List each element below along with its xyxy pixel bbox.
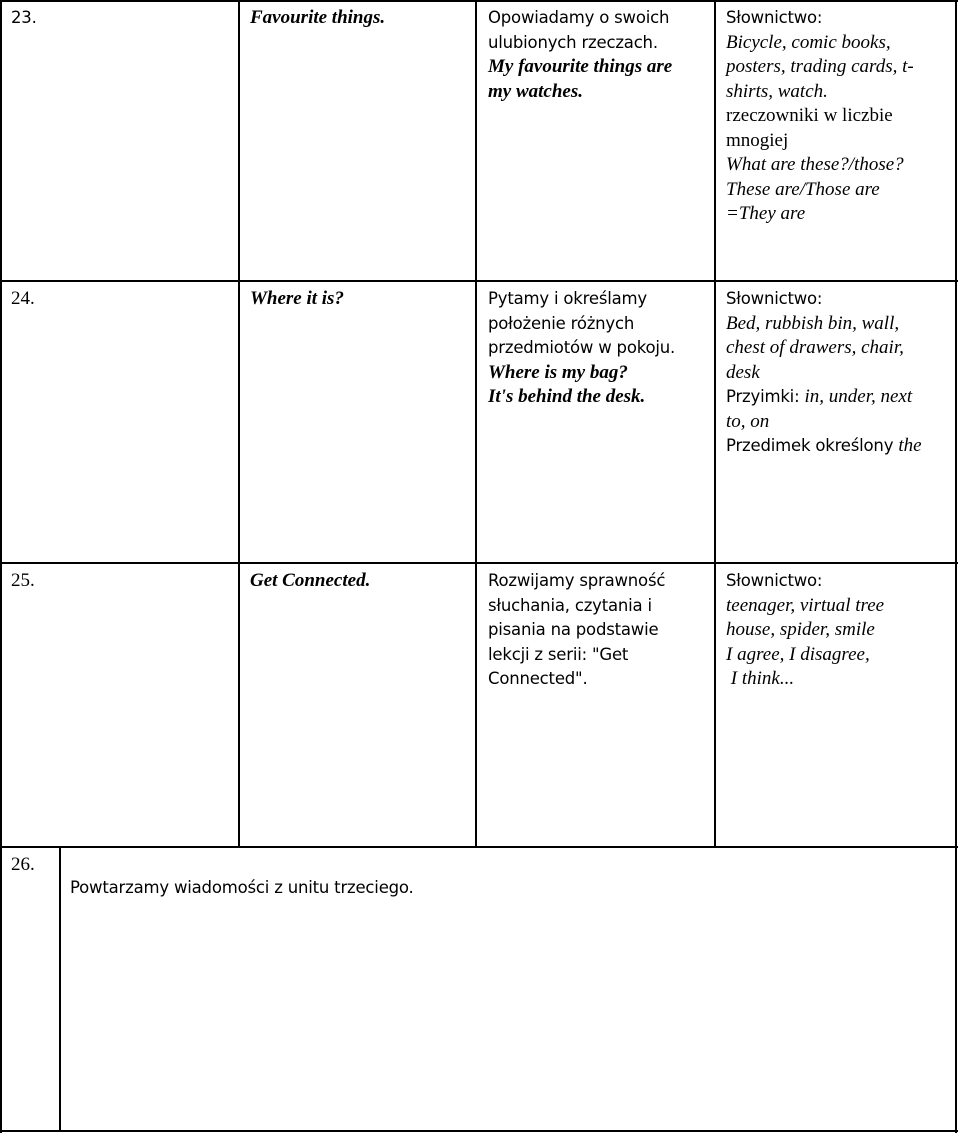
vocabulary-line: house, spider, smile <box>726 619 875 640</box>
lesson-description-line: lekcji z serii: "Get <box>488 644 629 664</box>
prepositions-label: Przyimki: <box>726 387 805 406</box>
vocabulary-line: Bicycle, comic books, <box>726 31 891 53</box>
vocabulary-line: I agree, I disagree, <box>726 643 870 665</box>
vocabulary-line: chest of drawers, chair, <box>726 337 904 358</box>
lesson-title: Favourite things. <box>250 7 386 28</box>
vocabulary-line: posters, trading cards, t- <box>726 56 914 77</box>
review-summary: Powtarzamy wiadomości z unitu trzeciego. <box>70 878 414 897</box>
lesson-description-line: Pytamy i określamy <box>488 289 647 308</box>
lesson-description-line: pisania na podstawie <box>488 620 659 639</box>
example-sentence-line: my watches. <box>488 80 583 102</box>
grammar-line: mnogiej <box>726 129 789 151</box>
vocabulary-line: desk <box>726 361 760 383</box>
phrase-line: These are/Those are <box>726 178 880 200</box>
vocabulary-heading: Słownictwo: <box>726 8 823 27</box>
row-divider-24 <box>0 280 958 282</box>
lesson-description-line: ulubionych rzeczach. <box>488 32 658 52</box>
vocabulary-line: Bed, rubbish bin, wall, <box>726 312 900 334</box>
article-word: the <box>898 435 922 456</box>
phrase-line: What are these?/those? <box>726 154 904 175</box>
lesson-title: Where it is? <box>250 288 344 309</box>
vocabulary-line: I think... <box>726 668 795 689</box>
lesson-description-line: Rozwijamy sprawność <box>488 571 666 590</box>
lesson-title: Get Connected. <box>250 570 371 591</box>
row-number: 26. <box>11 854 35 875</box>
lesson-description-line: położenie różnych <box>488 313 635 333</box>
row-number: 24. <box>11 288 35 309</box>
lesson-description-line: Connected". <box>488 669 588 688</box>
row-number: 25. <box>11 570 35 591</box>
vocabulary-line: shirts, watch. <box>726 80 828 102</box>
vocabulary-heading: Słownictwo: <box>726 571 823 590</box>
table-border-left <box>0 0 2 1133</box>
example-sentence-line: It's behind the desk. <box>488 386 646 407</box>
example-sentence-line: Where is my bag? <box>488 361 628 383</box>
prepositions-continuation: to, on <box>726 410 770 432</box>
lesson-description-line: przedmiotów w pokoju. <box>488 338 676 357</box>
row-divider-25 <box>0 562 958 564</box>
phrase-line: =They are <box>726 203 806 224</box>
table-border-bottom <box>0 1130 958 1132</box>
lesson-description-line: Opowiadamy o swoich <box>488 8 670 27</box>
article-line <box>726 434 922 459</box>
table-border-top <box>0 0 958 2</box>
vocabulary-heading: Słownictwo: <box>726 289 823 308</box>
column-divider-row26 <box>59 846 61 1132</box>
prepositions-list: in, under, next <box>804 386 913 407</box>
column-divider-2 <box>475 0 477 848</box>
example-sentence-line: My favourite things are <box>488 56 673 77</box>
column-divider-1 <box>238 0 240 848</box>
grammar-line: rzeczowniki w liczbie <box>726 105 893 126</box>
row-number: 23. <box>11 8 37 27</box>
row-divider-26 <box>0 846 958 848</box>
column-divider-3 <box>714 0 716 848</box>
table-border-right <box>955 0 957 1133</box>
article-label: Przedimek określony <box>726 436 899 455</box>
prepositions-line <box>726 385 912 410</box>
vocabulary-line: teenager, virtual tree <box>726 594 885 616</box>
lesson-description-line: słuchania, czytania i <box>488 595 652 615</box>
